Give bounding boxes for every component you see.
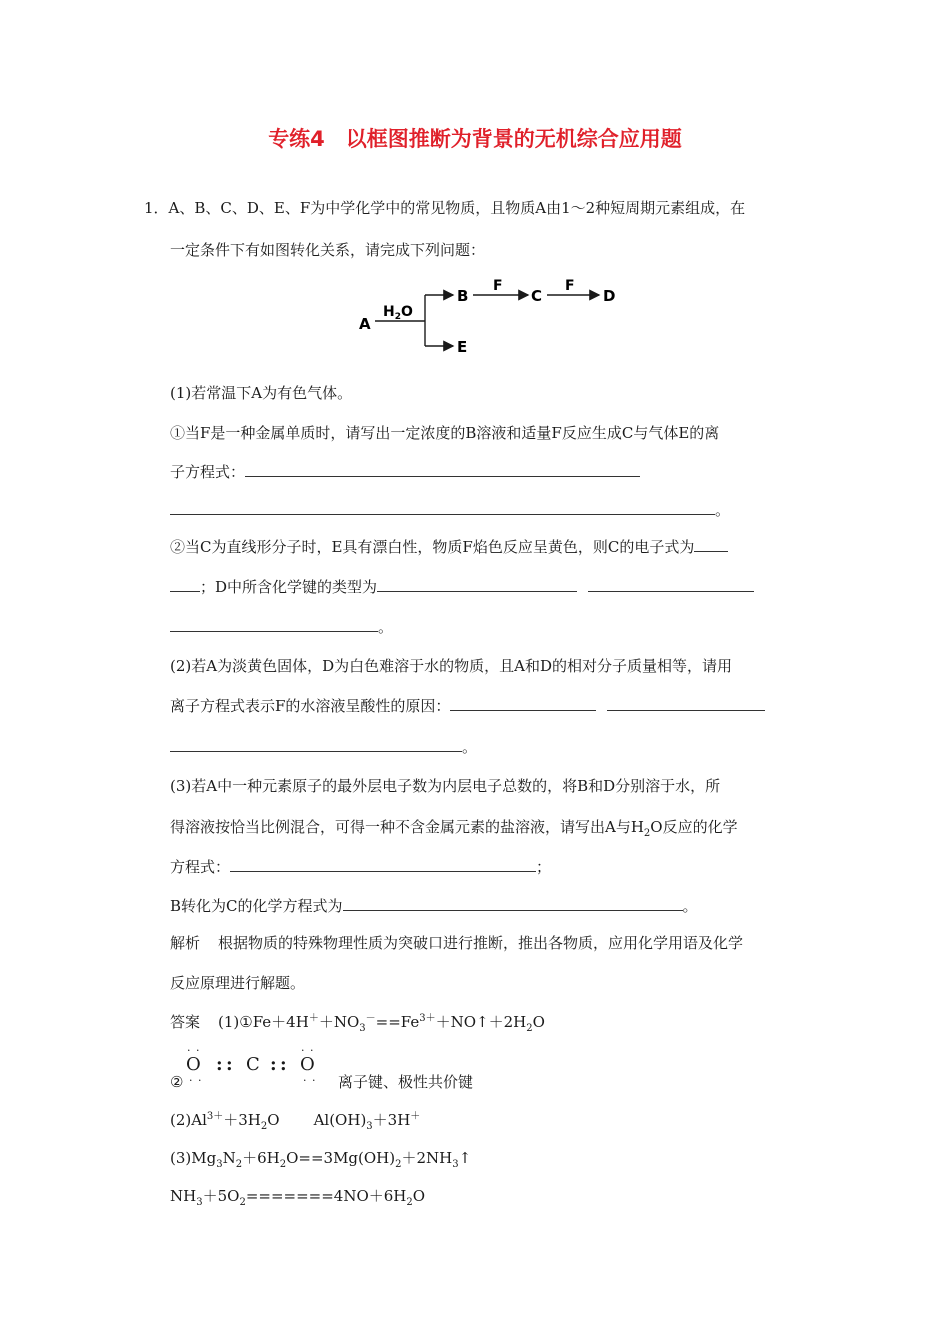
answer-blank[interactable]	[170, 737, 462, 752]
period: 。	[715, 501, 731, 519]
part-1-q1-line-3	[170, 500, 730, 520]
eq-part: =======4NO＋6H	[245, 1187, 407, 1205]
subscript: 2	[235, 1159, 243, 1170]
part-1-intro: (1)若常温下A为有色气体。	[170, 384, 353, 402]
eq-part: (2)Al	[170, 1111, 207, 1129]
subscript: 2	[239, 1197, 246, 1208]
part-3-line-2-text-end: O反应的化学	[650, 818, 738, 836]
answer-label: 答案	[170, 1013, 201, 1031]
part-1-q2-prompt-2: ；D中所含化学键的类型为	[200, 578, 378, 596]
diagram-node-d: D	[603, 287, 616, 305]
eq-part: O	[412, 1187, 426, 1205]
eq-part: ==Fe	[375, 1013, 420, 1031]
subscript: 2	[643, 828, 651, 839]
question-1-line-2: 一定条件下有如图转化关系，请完成下列问题：	[170, 241, 486, 259]
diagram-node-c: C	[531, 287, 543, 305]
eq-part: ＋NO↑＋2H	[435, 1013, 527, 1031]
oxygen-atom-2: O	[300, 1054, 315, 1075]
lone-pair-dots: · ·	[301, 1044, 315, 1057]
part-3-prompt: 方程式：	[170, 858, 231, 876]
eq-part: ＋NO	[318, 1013, 360, 1031]
answer-blank[interactable]	[694, 537, 728, 552]
subscript: 3	[452, 1159, 459, 1170]
part-3-line-4	[170, 896, 698, 916]
analysis-text: 根据物质的特殊物理性质为突破口进行推断，推出各物质，应用化学用语及化学	[218, 934, 744, 952]
eq-part: ↑	[458, 1149, 472, 1167]
answer-line-1	[170, 1012, 545, 1032]
electron-dot-formula	[186, 1044, 326, 1094]
answer-bond-types: 离子键、极性共价键	[338, 1073, 474, 1091]
subscript: 3	[216, 1159, 223, 1170]
diagram-node-a: A	[359, 315, 371, 333]
part-1-q2-line-2	[170, 577, 754, 597]
period: 。	[378, 618, 394, 636]
part-2-line-2	[170, 696, 765, 716]
part-1-q1-line-2	[170, 462, 640, 482]
part-3-prompt-2: B转化为C的化学方程式为	[170, 897, 343, 915]
analysis-label: 解析	[170, 934, 201, 952]
part-3-line-1: (3)若A中一种元素原子的最外层电子数为内层电子总数的，将B和D分别溶于水，所	[170, 777, 721, 795]
diagram-label-h2o: $H_2O$	[383, 304, 413, 322]
answer-blank[interactable]	[343, 896, 683, 911]
subscript: 3	[196, 1197, 203, 1208]
reaction-diagram-svg	[355, 276, 635, 366]
answer-blank[interactable]	[245, 462, 640, 477]
answer-blank[interactable]	[588, 577, 754, 592]
part-2-line-3	[170, 737, 477, 757]
eq-part: ＋2NH	[401, 1149, 453, 1167]
superscript: －	[365, 1013, 376, 1024]
part-3-line-2-text: 得溶液按恰当比例混合，可得一种不含金属元素的盐溶液，请写出A与H	[170, 818, 644, 836]
period: 。	[462, 738, 478, 756]
diagram-node-e: E	[457, 338, 468, 356]
part-2-prompt: 离子方程式表示F的水溶液呈酸性的原因：	[170, 697, 451, 715]
diagram-label-f1: F	[493, 278, 503, 294]
shared-pair-1b: :	[226, 1054, 233, 1075]
subscript: 2	[395, 1159, 402, 1170]
superscript: 3＋	[206, 1111, 224, 1122]
eq-part: NH	[170, 1187, 197, 1205]
subscript: 2	[279, 1159, 287, 1170]
lone-pair-dots: · ·	[303, 1074, 317, 1087]
eq-part: O==3Mg(OH)	[286, 1149, 396, 1167]
page-title: 专练4 以框图推断为背景的无机综合应用题	[268, 127, 682, 151]
analysis-line-2: 反应原理进行解题。	[170, 974, 306, 992]
shared-pair-2b: :	[280, 1054, 287, 1075]
answer-line-3	[170, 1110, 420, 1130]
eq-part: O	[532, 1013, 545, 1031]
eq-part: Al(OH)	[313, 1111, 367, 1129]
eq-part: (1)①Fe＋4H	[218, 1013, 309, 1031]
question-1-line-1: 1．A、B、C、D、E、F为中学化学中的常见物质，且物质A由1～2种短周期元素组成，在	[144, 199, 746, 217]
answer-prefix-2: ②	[170, 1073, 184, 1091]
eq-part: ＋3H	[372, 1111, 411, 1129]
part-1-q1-prompt: 子方程式：	[170, 463, 246, 481]
subscript: 2	[526, 1023, 533, 1034]
part-1-q1-line-1: ①当F是一种金属单质时，请写出一定浓度的B溶液和适量F反应生成C与气体E的离	[170, 424, 720, 442]
part-3-line-3	[170, 857, 551, 877]
analysis-line-1	[170, 933, 743, 953]
superscript: 3＋	[419, 1013, 436, 1024]
subscript: 2	[260, 1121, 268, 1132]
part-1-q2-line-1	[170, 537, 728, 557]
answer-line-4	[170, 1148, 471, 1168]
eq-part: O	[267, 1111, 280, 1129]
answer-blank[interactable]	[377, 577, 577, 592]
eq-part: ＋6H	[242, 1149, 280, 1167]
subscript: 3	[366, 1121, 373, 1132]
part-2-line-1: (2)若A为淡黄色固体，D为白色难溶于水的物质，且A和D的相对分子质量相等，请用	[170, 657, 732, 675]
eq-part: N	[222, 1149, 236, 1167]
answer-blank[interactable]	[450, 696, 596, 711]
eq-part: (3)Mg	[170, 1149, 217, 1167]
semicolon: ；	[536, 858, 552, 876]
answer-blank[interactable]	[170, 617, 378, 632]
period: 。	[682, 897, 698, 915]
answer-blank[interactable]	[170, 577, 200, 592]
answer-line-5	[170, 1186, 425, 1206]
part-1-q2-line-3	[170, 617, 393, 637]
diagram-node-b: B	[457, 287, 469, 305]
shared-pair-1: :	[216, 1054, 223, 1075]
lone-pair-dots: · ·	[189, 1074, 203, 1087]
oxygen-atom-1: O	[186, 1054, 201, 1075]
answer-blank[interactable]	[230, 857, 536, 872]
superscript: ＋	[308, 1013, 319, 1024]
eq-part: ＋5O	[202, 1187, 240, 1205]
lone-pair-dots: · ·	[187, 1044, 201, 1057]
superscript: ＋	[410, 1111, 421, 1122]
carbon-atom: C	[246, 1054, 260, 1075]
subscript: 2	[406, 1197, 413, 1208]
eq-part: ＋3H	[223, 1111, 261, 1129]
reaction-diagram	[355, 276, 635, 366]
answer-blank[interactable]	[607, 696, 765, 711]
part-3-line-2	[170, 817, 738, 837]
shared-pair-2: :	[270, 1054, 277, 1075]
part-1-q2-prompt: ②当C为直线形分子时，E具有漂白性，物质F焰色反应呈黄色，则C的电子式为	[170, 538, 695, 556]
subscript: 3	[359, 1023, 366, 1034]
diagram-label-f2: F	[565, 278, 575, 294]
answer-blank[interactable]	[170, 500, 715, 515]
